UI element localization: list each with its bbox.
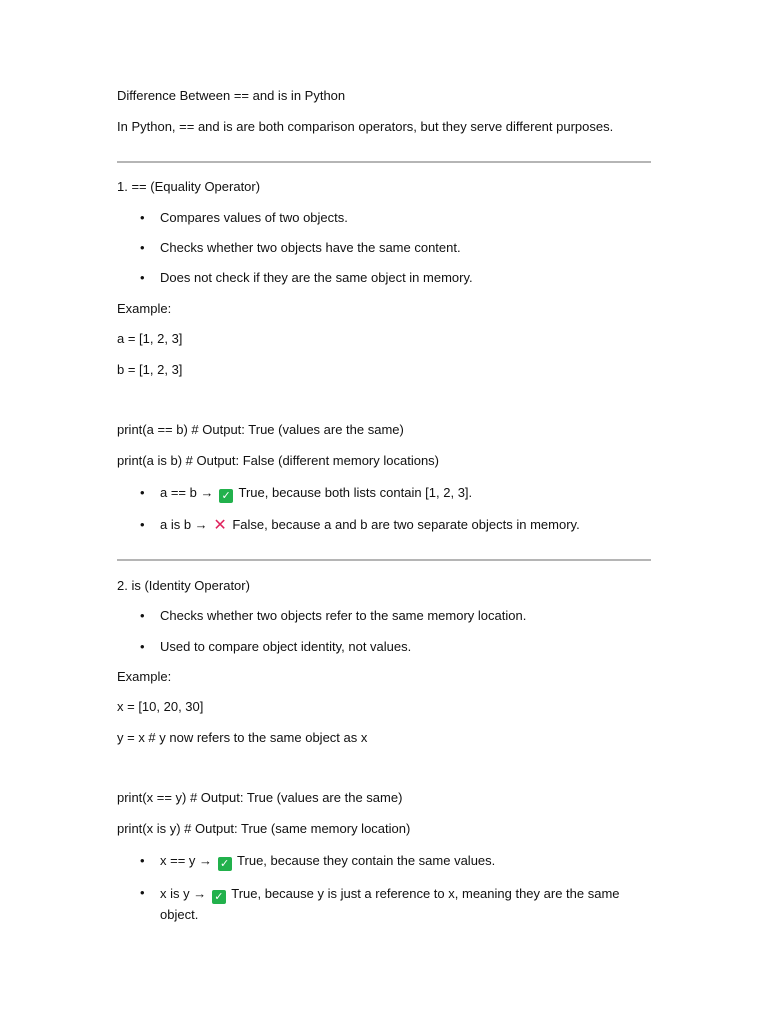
code-line: x = [10, 20, 30] bbox=[117, 699, 204, 714]
code-line: print(x == y) # Output: True (values are the same) bbox=[117, 790, 403, 805]
intro-paragraph: In Python, == and is are both comparison operators, but they serve different purposes. bbox=[117, 119, 614, 134]
code-line: y = x # y now refers to the same object as x bbox=[117, 730, 368, 745]
result-expression: x == y → bbox=[160, 853, 213, 868]
result-text: False, because a and b are two separate objects in memory. bbox=[232, 517, 580, 532]
check-icon: ✓ bbox=[218, 857, 232, 871]
check-icon: ✓ bbox=[219, 489, 233, 503]
code-line: b = [1, 2, 3] bbox=[117, 362, 183, 377]
cross-icon: ✕ bbox=[213, 517, 227, 534]
code-line: print(x is y) # Output: True (same memory location) bbox=[117, 821, 411, 836]
code-line: a = [1, 2, 3] bbox=[117, 331, 183, 346]
divider bbox=[117, 161, 651, 163]
example-label: Example: bbox=[117, 301, 172, 316]
result-text: True, because both lists contain [1, 2, 3]. bbox=[238, 485, 473, 500]
bullet-icon: • bbox=[140, 639, 145, 654]
bullet-icon: • bbox=[140, 485, 145, 500]
code-line: print(a == b) # Output: True (values are the same) bbox=[117, 422, 404, 437]
bullet-icon: • bbox=[140, 885, 145, 900]
result-expression: a == b → bbox=[160, 485, 214, 500]
bullet-icon: • bbox=[140, 210, 145, 225]
result-expression: x is y → bbox=[160, 886, 207, 901]
divider bbox=[117, 559, 651, 561]
result-text: True, because y is just a reference to x, meaning they are the same object. bbox=[160, 886, 620, 922]
bullet-icon: • bbox=[140, 240, 145, 255]
bullet-icon: • bbox=[140, 517, 145, 532]
page-title: Difference Between == and is in Python bbox=[117, 88, 346, 103]
example-label: Example: bbox=[117, 669, 172, 684]
code-line: print(a is b) # Output: False (different memory locations) bbox=[117, 453, 439, 468]
bullet-icon: • bbox=[140, 270, 145, 285]
bullet-icon: • bbox=[140, 853, 145, 868]
result-expression: a is b → bbox=[160, 517, 208, 532]
bullet-icon: • bbox=[140, 608, 145, 623]
check-icon: ✓ bbox=[212, 890, 226, 904]
section2-heading: 2. is (Identity Operator) bbox=[117, 578, 250, 593]
section1-heading: 1. == (Equality Operator) bbox=[117, 179, 261, 194]
result-text: True, because they contain the same values. bbox=[237, 853, 496, 868]
